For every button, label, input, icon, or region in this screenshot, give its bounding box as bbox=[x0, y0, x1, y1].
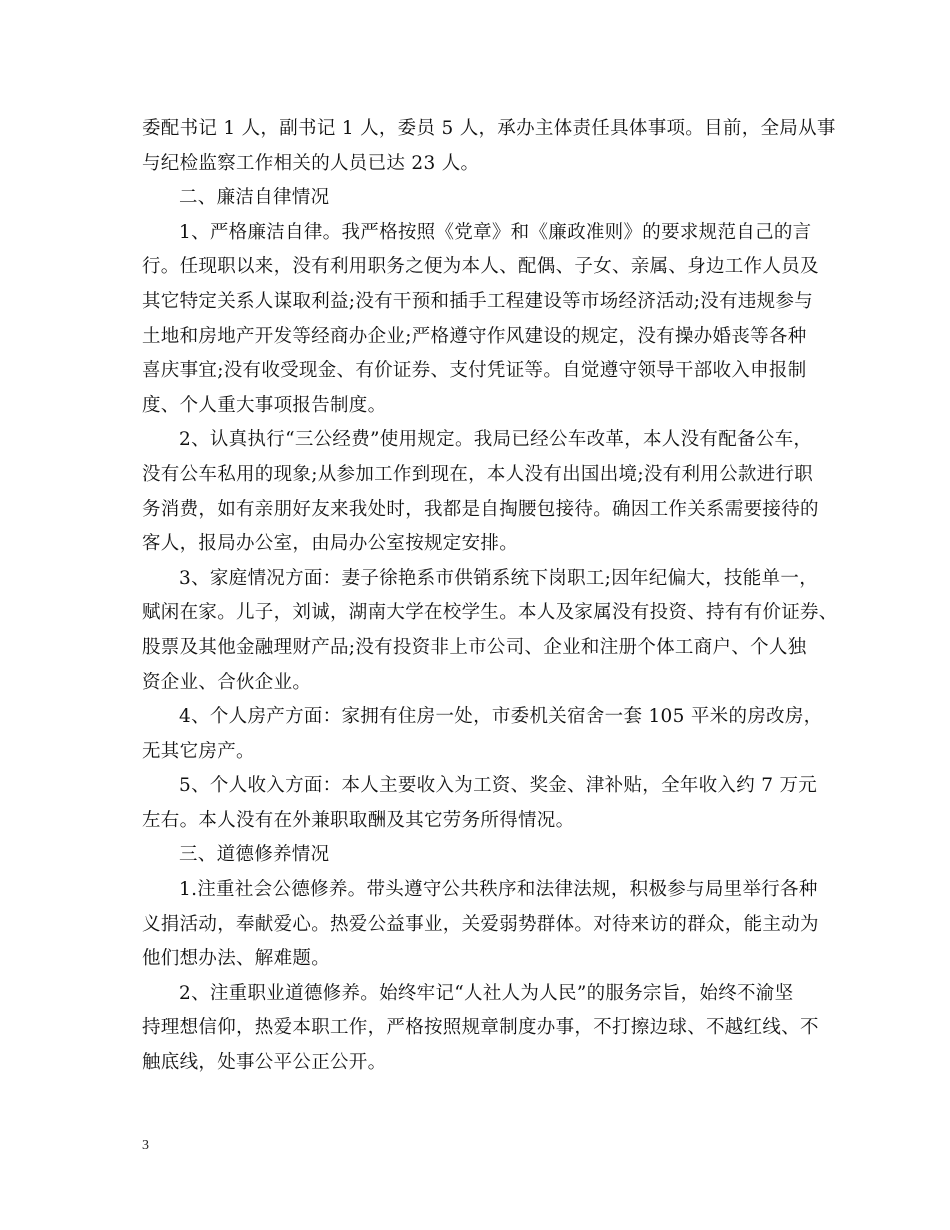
text-line: 1、严格廉洁自律。我严格按照《党章》和《廉政准则》的要求规范自己的言 bbox=[179, 221, 812, 243]
text-line: 客人，报局办公室，由局办公室按规定安排。 bbox=[142, 533, 519, 555]
document-body bbox=[142, 112, 838, 1081]
text-line: 2、认真执行“三公经费”使用规定。我局已经公车改革，本人没有配备公车， bbox=[179, 429, 813, 451]
text-line: 左右。本人没有在外兼职取酬及其它劳务所得情况。 bbox=[142, 809, 575, 831]
text-line: 赋闲在家。儿子，刘诚，湖南大学在校学生。本人及家属没有投资、持有有价证券、 bbox=[142, 602, 838, 624]
text-line: 委配书记 1 人，副书记 1 人，委员 5 人，承办主体责任具体事项。目前，全局从事 bbox=[142, 118, 836, 139]
text-line: 持理想信仰，热爱本职工作，严格按照规章制度办事，不打擦边球、不越红线、不 bbox=[142, 1017, 819, 1039]
text-line: 没有公车私用的现象;从参加工作到现在，本人没有出国出境;没有利用公款进行职 bbox=[142, 463, 814, 485]
text-line: 他们想办法、解难题。 bbox=[142, 948, 331, 970]
text-line: 与纪检监察工作相关的人员已达 23 人。 bbox=[142, 152, 480, 174]
page-number: 3 bbox=[142, 1138, 149, 1153]
section-heading: 三、道德修养情况 bbox=[179, 844, 330, 866]
text-line: 1.注重社会公德修养。带头遵守公共秩序和法律法规，积极参与局里举行各种 bbox=[179, 879, 818, 901]
text-line: 无其它房产。 bbox=[142, 740, 255, 762]
text-line: 义捐活动，奉献爱心。热爱公益事业，关爱弱势群体。对待来访的群众，能主动为 bbox=[142, 913, 819, 935]
text-line: 3、家庭情况方面：妻子徐艳系市供销系统下岗职工;因年纪偏大，技能单一， bbox=[179, 567, 819, 589]
text-line: 资企业、合伙企业。 bbox=[142, 671, 312, 693]
text-line: 土地和房地产开发等经商办企业;严格遵守作风建设的规定，没有操办婚丧等各种 bbox=[142, 325, 807, 347]
text-line: 2、注重职业道德修养。始终牢记“人社人为人民”的服务宗旨，始终不渝坚 bbox=[179, 982, 794, 1004]
text-line: 5、个人收入方面：本人主要收入为工资、奖金、津补贴，全年收入约 7 万元 bbox=[179, 775, 818, 797]
text-line: 务消费，如有亲朋好友来我处时，我都是自掏腰包接待。确因工作关系需要接待的 bbox=[142, 498, 819, 520]
text-line: 度、个人重大事项报告制度。 bbox=[142, 394, 387, 416]
text-line: 喜庆事宜;没有收受现金、有价证券、支付凭证等。自觉遵守领导干部收入申报制 bbox=[142, 360, 807, 382]
text-line: 其它特定关系人谋取利益;没有干预和插手工程建设等市场经济活动;没有违规参与 bbox=[142, 290, 814, 312]
text-line: 触底线，处事公平公正公开。 bbox=[142, 1052, 387, 1074]
text-line: 行。任现职以来，没有利用职务之便为本人、配偶、子女、亲属、身边工作人员及 bbox=[142, 256, 819, 278]
text-line: 4、个人房产方面：家拥有住房一处，市委机关宿舍一套 105 平米的房改房， bbox=[179, 706, 823, 728]
section-heading: 二、廉洁自律情况 bbox=[179, 187, 330, 209]
text-line: 股票及其他金融理财产品;没有投资非上市公司、企业和注册个体工商户、个人独 bbox=[142, 636, 807, 658]
